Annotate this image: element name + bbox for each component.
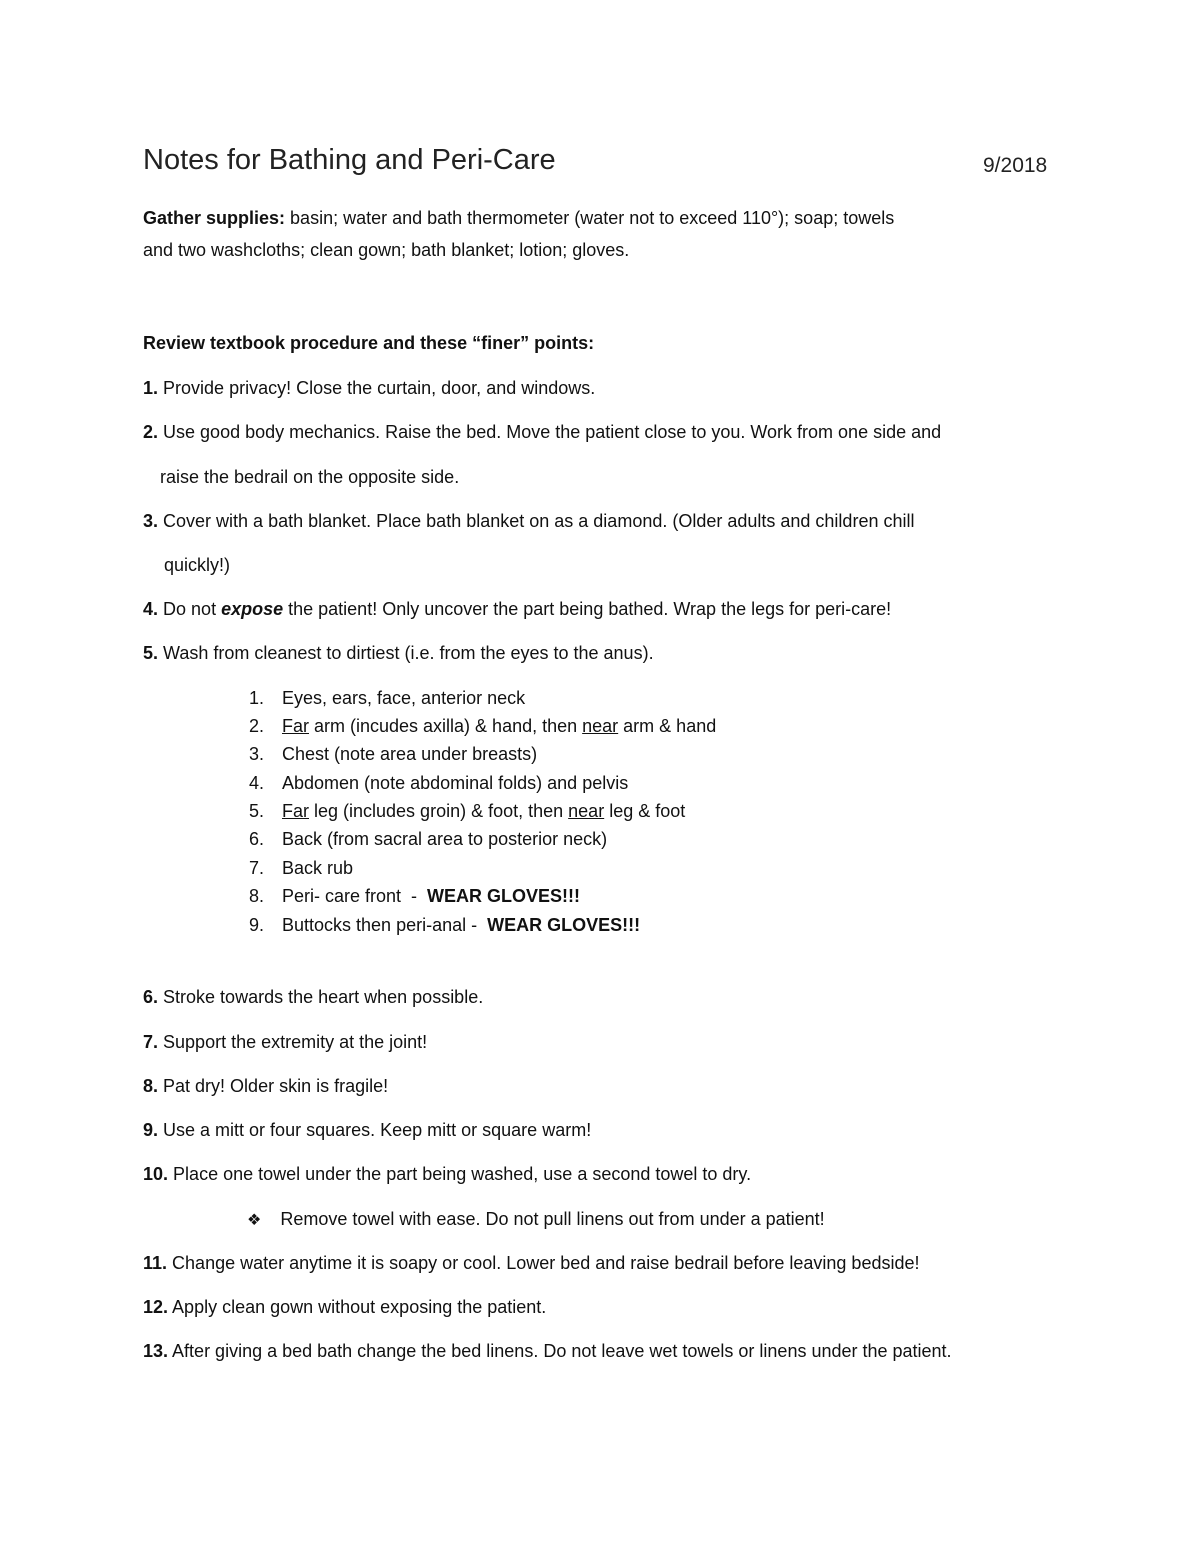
point-number: 9. — [143, 1120, 159, 1140]
point-text: After giving a bed bath change the bed linens. Do not leave wet towels or linens under the patient. — [172, 1341, 952, 1361]
sublist-number: 2. — [249, 716, 265, 736]
point-2-continued: raise the bedrail on the opposite side. — [160, 467, 460, 487]
supplies-line-2: and two washcloths; clean gown; bath blanket; lotion; gloves. — [143, 240, 630, 260]
point-number: 2. — [143, 422, 159, 442]
page-title: Notes for Bathing and Peri-Care — [143, 144, 556, 176]
point-number: 13. — [143, 1341, 169, 1361]
supplies-label: Gather supplies: — [143, 208, 286, 228]
sublist-text-main: Buttocks then peri-anal - — [282, 915, 488, 935]
point-text: Change water anytime it is soapy or cool. Lower bed and raise bedrail before leaving bedside! — [172, 1253, 920, 1273]
sublist-text-post: arm & hand — [618, 716, 717, 736]
point-number: 3. — [143, 511, 159, 531]
point-10 — [143, 1158, 751, 1190]
sublist-number: 4. — [249, 773, 265, 793]
point-2 — [143, 416, 941, 448]
sublist-number: 5. — [249, 801, 265, 821]
warning-text: WEAR GLOVES!!! — [427, 886, 581, 906]
supplies-line-1 — [143, 202, 894, 234]
point-1 — [143, 372, 595, 404]
point-text: Provide privacy! Close the curtain, door, and windows. — [163, 378, 596, 398]
point-4 — [143, 593, 891, 625]
point-text-post: the patient! Only uncover the part being bathed. Wrap the legs for peri-care! — [283, 599, 892, 619]
sublist-text: Abdomen (note abdominal folds) and pelvis — [282, 773, 629, 793]
document-date: 9/2018 — [983, 154, 1048, 177]
point-text-emphasis: expose — [221, 599, 284, 619]
bullet-text: Remove towel with ease. Do not pull linens out from under a patient! — [280, 1209, 825, 1229]
sublist-item — [0, 823, 1200, 855]
sublist-number: 8. — [249, 886, 265, 906]
point-text: Apply clean gown without exposing the patient. — [172, 1297, 547, 1317]
point-number: 7. — [143, 1032, 159, 1052]
point-3 — [143, 505, 914, 537]
sublist-text-mid: leg (includes groin) & foot, then — [309, 801, 569, 821]
sublist-number: 9. — [249, 915, 265, 935]
diamond-bullet-icon: ❖ — [247, 1212, 262, 1229]
bullet-item — [247, 1203, 825, 1237]
warning-text: WEAR GLOVES!!! — [487, 915, 641, 935]
sublist-item — [0, 909, 1200, 941]
sublist-item — [0, 880, 1200, 912]
sublist-text-main: Peri- care front - — [282, 886, 428, 906]
point-text: Use a mitt or four squares. Keep mitt or square warm! — [163, 1120, 592, 1140]
point-text: Pat dry! Older skin is fragile! — [163, 1076, 389, 1096]
point-13 — [143, 1335, 952, 1367]
sublist-text: Chest (note area under breasts) — [282, 744, 538, 764]
sublist-number: 3. — [249, 744, 265, 764]
sublist-number: 6. — [249, 829, 265, 849]
point-text: Support the extremity at the joint! — [163, 1032, 428, 1052]
point-number: 10. — [143, 1164, 169, 1184]
point-number: 8. — [143, 1076, 159, 1096]
sublist-text: Back (from sacral area to posterior neck) — [282, 829, 608, 849]
sublist-text-mid: arm (incudes axilla) & hand, then — [309, 716, 583, 736]
point-text: Use good body mechanics. Raise the bed. Move the patient close to you. Work from one side and — [163, 422, 942, 442]
point-number: 4. — [143, 599, 159, 619]
underlined-word: near — [568, 801, 605, 821]
supplies-text-1: basin; water and bath thermometer (water not to exceed 110°); soap; towels — [290, 208, 895, 228]
point-7 — [143, 1026, 427, 1058]
sublist-text-post: leg & foot — [604, 801, 686, 821]
underlined-word: Far — [282, 801, 309, 821]
sublist-text: Back rub — [282, 858, 354, 878]
point-number: 1. — [143, 378, 159, 398]
sublist-text: Eyes, ears, face, anterior neck — [282, 688, 526, 708]
point-9 — [143, 1114, 591, 1146]
review-heading: Review textbook procedure and these “finer” points: — [143, 333, 595, 353]
underlined-word: Far — [282, 716, 309, 736]
point-number: 5. — [143, 643, 159, 663]
sublist-number: 7. — [249, 858, 265, 878]
point-11 — [143, 1247, 920, 1279]
point-3-continued: quickly!) — [164, 555, 231, 575]
sublist-text — [282, 909, 640, 941]
point-6 — [143, 981, 483, 1013]
point-number: 12. — [143, 1297, 169, 1317]
point-5 — [143, 637, 654, 669]
sublist-text — [282, 880, 580, 912]
sublist-number: 1. — [249, 688, 265, 708]
point-8 — [143, 1070, 388, 1102]
point-number: 11. — [143, 1253, 168, 1273]
underlined-word: near — [582, 716, 619, 736]
point-text: Wash from cleanest to dirtiest (i.e. from the eyes to the anus). — [163, 643, 654, 663]
point-text: Cover with a bath blanket. Place bath blanket on as a diamond. (Older adults and children chill — [163, 511, 915, 531]
point-12 — [143, 1291, 546, 1323]
point-number: 6. — [143, 987, 159, 1007]
point-text: Place one towel under the part being washed, use a second towel to dry. — [173, 1164, 752, 1184]
point-text-pre: Do not — [163, 599, 222, 619]
point-text: Stroke towards the heart when possible. — [163, 987, 484, 1007]
sublist-item — [0, 738, 1200, 770]
